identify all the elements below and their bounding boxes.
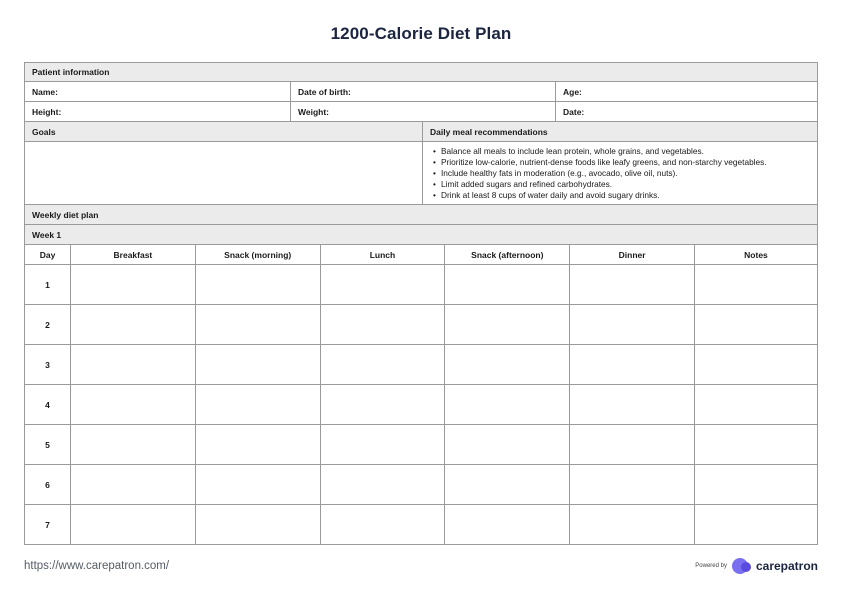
day-number: 6	[45, 479, 50, 490]
column-header-breakfast: Breakfast	[70, 245, 195, 264]
notes-cell[interactable]	[694, 385, 817, 424]
website-link[interactable]: https://www.carepatron.com/	[24, 560, 170, 572]
weight-field[interactable]: Weight:	[290, 102, 555, 121]
table-row	[24, 265, 818, 305]
snack-afternoon-cell[interactable]	[444, 385, 569, 424]
day-number: 4	[45, 399, 50, 410]
column-header-day: Day	[39, 249, 56, 260]
day-number: 3	[45, 359, 50, 370]
weekly-header: Weekly diet plan	[32, 209, 99, 220]
snack-afternoon-cell[interactable]	[444, 345, 569, 384]
lunch-cell[interactable]	[320, 385, 445, 424]
breakfast-cell[interactable]	[70, 345, 195, 384]
snack-morning-cell[interactable]	[195, 385, 320, 424]
snack-morning-cell[interactable]	[195, 465, 320, 504]
column-header-snack-afternoon: Snack (afternoon)	[444, 245, 569, 264]
breakfast-cell[interactable]	[70, 465, 195, 504]
day-number: 5	[45, 439, 50, 450]
breakfast-cell[interactable]	[70, 425, 195, 464]
dinner-cell[interactable]	[569, 345, 694, 384]
lunch-cell[interactable]	[320, 425, 445, 464]
dinner-cell[interactable]	[569, 385, 694, 424]
patient-info-row-1	[24, 82, 818, 102]
lunch-cell[interactable]	[320, 465, 445, 504]
notes-cell[interactable]	[694, 505, 817, 544]
notes-cell[interactable]	[694, 465, 817, 504]
dob-field[interactable]: Date of birth:	[290, 82, 555, 101]
powered-by-badge	[695, 558, 818, 574]
recommendation-item: • Include healthy fats in moderation (e.g., avocado, olive oil, nuts).	[433, 168, 767, 179]
diet-plan-form	[24, 62, 818, 545]
snack-afternoon-cell[interactable]	[444, 425, 569, 464]
age-field[interactable]: Age:	[555, 82, 817, 101]
table-row	[24, 345, 818, 385]
carepatron-logo-icon	[732, 558, 752, 574]
dinner-cell[interactable]	[569, 425, 694, 464]
breakfast-cell[interactable]	[70, 505, 195, 544]
notes-cell[interactable]	[694, 305, 817, 344]
snack-morning-cell[interactable]	[195, 305, 320, 344]
recommendations-list	[423, 142, 774, 201]
weekly-header-row	[24, 205, 818, 225]
lunch-cell[interactable]	[320, 305, 445, 344]
snack-afternoon-cell[interactable]	[444, 465, 569, 504]
goals-header: Goals	[32, 126, 56, 137]
column-header-dinner: Dinner	[569, 245, 694, 264]
column-header-snack-morning: Snack (morning)	[195, 245, 320, 264]
table-row	[24, 465, 818, 505]
recommendations-header: Daily meal recommendations	[422, 122, 817, 141]
height-field[interactable]: Height:	[32, 106, 62, 117]
patient-info-header-row	[24, 62, 818, 82]
dinner-cell[interactable]	[569, 505, 694, 544]
recommendation-item: • Balance all meals to include lean protein, whole grains, and vegetables.	[433, 146, 767, 157]
snack-afternoon-cell[interactable]	[444, 505, 569, 544]
recommendation-item: • Limit added sugars and refined carbohydrates.	[433, 179, 767, 190]
name-field[interactable]: Name:	[32, 86, 58, 97]
lunch-cell[interactable]	[320, 345, 445, 384]
column-header-notes: Notes	[694, 245, 817, 264]
recommendations-cell	[422, 142, 817, 204]
day-number: 7	[45, 519, 50, 530]
goals-input[interactable]	[25, 142, 422, 204]
table-row	[24, 505, 818, 545]
dinner-cell[interactable]	[569, 465, 694, 504]
page-title: 1200-Calorie Diet Plan	[330, 24, 512, 43]
lunch-cell[interactable]	[320, 265, 445, 304]
column-header-lunch: Lunch	[320, 245, 445, 264]
notes-cell[interactable]	[694, 425, 817, 464]
breakfast-cell[interactable]	[70, 265, 195, 304]
snack-morning-cell[interactable]	[195, 425, 320, 464]
snack-morning-cell[interactable]	[195, 505, 320, 544]
dinner-cell[interactable]	[569, 265, 694, 304]
meal-columns-header-row	[24, 245, 818, 265]
lunch-cell[interactable]	[320, 505, 445, 544]
goals-body-row	[24, 142, 818, 205]
patient-info-row-2	[24, 102, 818, 122]
dinner-cell[interactable]	[569, 305, 694, 344]
breakfast-cell[interactable]	[70, 385, 195, 424]
recommendation-item: • Drink at least 8 cups of water daily and avoid sugary drinks.	[433, 190, 767, 201]
snack-afternoon-cell[interactable]	[444, 265, 569, 304]
date-field[interactable]: Date:	[555, 102, 817, 121]
table-row	[24, 305, 818, 345]
notes-cell[interactable]	[694, 265, 817, 304]
week-label-row	[24, 225, 818, 245]
brand-name: carepatron	[755, 559, 818, 573]
patient-info-header: Patient information	[32, 67, 110, 77]
snack-morning-cell[interactable]	[195, 265, 320, 304]
table-row	[24, 385, 818, 425]
day-number: 1	[45, 279, 50, 290]
snack-morning-cell[interactable]	[195, 345, 320, 384]
powered-by-label: Powered by	[695, 563, 727, 569]
table-row	[24, 425, 818, 465]
day-number: 2	[45, 319, 50, 330]
recommendation-item: • Prioritize low-calorie, nutrient-dense foods like leafy greens, and non-starchy vegetables.	[433, 157, 767, 168]
breakfast-cell[interactable]	[70, 305, 195, 344]
snack-afternoon-cell[interactable]	[444, 305, 569, 344]
notes-cell[interactable]	[694, 345, 817, 384]
week-label: Week 1	[32, 229, 62, 240]
goals-header-row	[24, 122, 818, 142]
